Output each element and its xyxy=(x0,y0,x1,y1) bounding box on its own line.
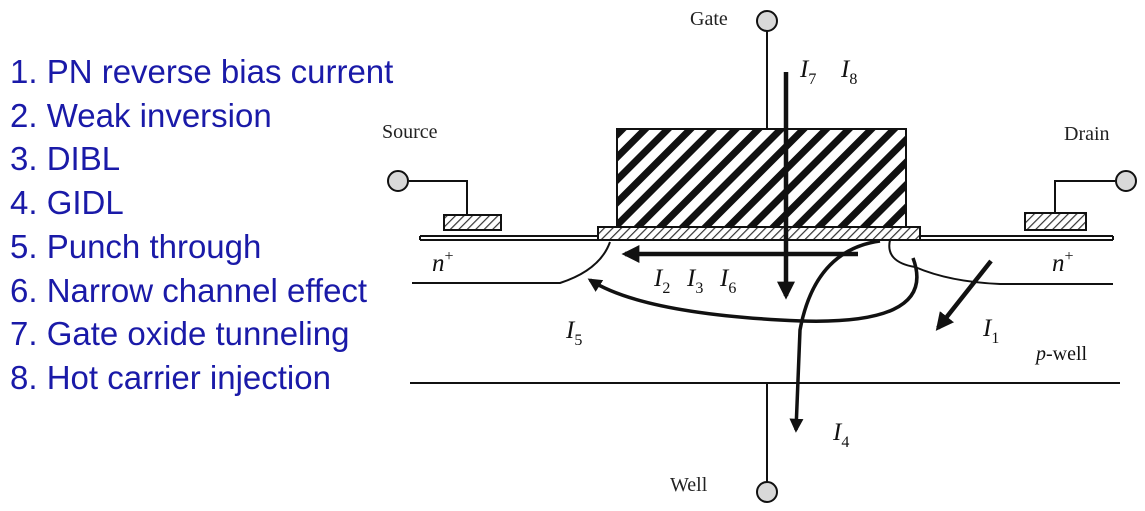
source-label: Source xyxy=(382,121,438,143)
gate-terminal xyxy=(757,11,777,31)
drain-nplus-boundary xyxy=(889,240,1113,284)
mechanism-item: 7. Gate oxide tunneling xyxy=(10,315,350,353)
i8-label: $I_8$ xyxy=(841,56,858,88)
i5-label: $I_5$ xyxy=(566,317,583,349)
well-label: Well xyxy=(670,474,708,496)
mechanism-item: 6. Narrow channel effect xyxy=(10,271,368,309)
source-contact xyxy=(444,215,501,230)
gate-oxide xyxy=(598,227,920,240)
i3-label: $I_3$ xyxy=(687,265,704,297)
i4-gidl-arrow xyxy=(796,241,880,430)
source-wire xyxy=(409,181,467,215)
gate-label: Gate xyxy=(690,8,728,30)
mechanism-item: 5. Punch through xyxy=(10,227,262,265)
pwell-label: p-well xyxy=(1036,343,1088,365)
drain-label: Drain xyxy=(1064,123,1110,145)
mechanism-item: 8. Hot carrier injection xyxy=(10,358,331,396)
drain-wire xyxy=(1055,181,1115,213)
well-terminal xyxy=(757,482,777,502)
i7-label: $I_7$ xyxy=(800,56,817,88)
leakage-mechanism-list xyxy=(10,50,393,400)
drain-contact xyxy=(1025,213,1086,230)
mechanism-item: 4. GIDL xyxy=(10,184,124,222)
mechanism-item: 1. PN reverse bias current xyxy=(10,53,394,90)
mechanism-item: 2. Weak inversion xyxy=(10,96,272,134)
gate-electrode xyxy=(617,129,906,227)
i6-label: $I_6$ xyxy=(720,265,737,297)
drain-terminal xyxy=(1116,171,1136,191)
i2-label: $I_2$ xyxy=(654,265,671,297)
source-nplus-label: n+ xyxy=(432,248,454,277)
mechanism-item: 3. DIBL xyxy=(10,140,121,178)
i5-punch-through-arrow xyxy=(590,258,917,321)
drain-nplus-label: n+ xyxy=(1052,248,1074,277)
i1-label: $I_1$ xyxy=(983,315,1000,347)
i4-label: $I_4$ xyxy=(833,419,850,451)
